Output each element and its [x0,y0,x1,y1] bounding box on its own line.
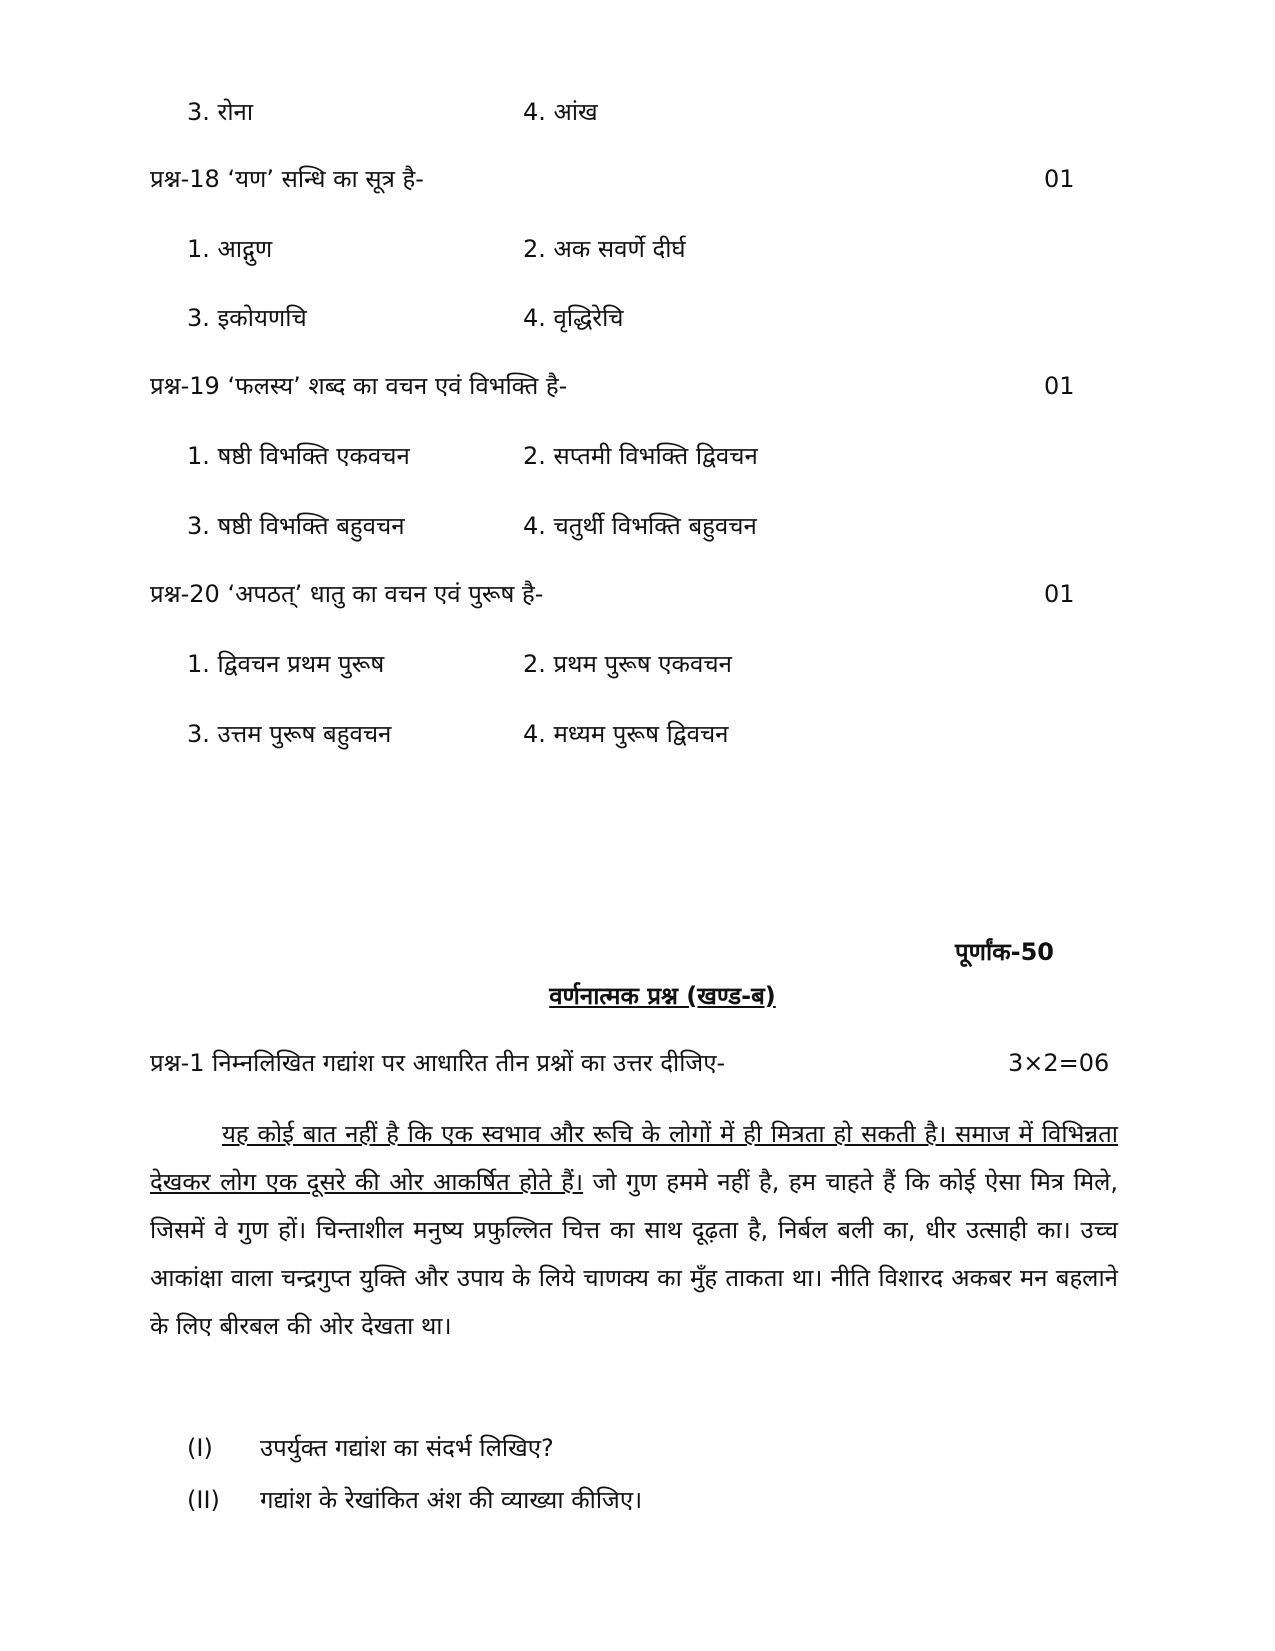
subquestion-2: गद्यांश के रेखांकित अंश की व्याख्या कीजिए। [260,1486,643,1514]
passage-rest: जो गुण हममे नहीं है, हम चाहते हैं कि कोई ऐसा मित्र मिले, जिसमें वे गुण हों। चिन्ताशील मनुष्य प्रफुल्लित चित्त का साथ दूढ़ता है, निर्बल बली का, धीर उत्साही का। उच्च आकांक्षा वाला चन्द्रगुप्त युक्ति और उपाय के लिये चाणक्य का मुँह ताकता था। नीति विशारद अकबर मन बहलाने के लिए बीरबल की ओर देखता था। [150,1168,1118,1340]
passage-underlined: यह कोई बात नहीं है कि एक स्वभाव और रूचि के लोगों में ही मित्रता हो सकती है। समाज में विभिन्नता देखकर लोग एक दूसरे की ओर आकर्षित होते हैं। [150,1120,1118,1196]
q19-option-1: 1. षष्ठी विभक्ति एकवचन [187,442,410,470]
q19-option-4: 4. चतुर्थी विभक्ति बहुवचन [523,512,757,540]
subquestion-1: उपर्युक्त गद्यांश का संदर्भ लिखिए? [260,1434,554,1462]
q20-option-2: 2. प्रथम पुरूष एकवचन [523,650,732,678]
q20-option-4: 4. मध्यम पुरूष द्विवचन [523,720,729,748]
q18-option-2: 2. अक सवर्णे दीर्घ [523,235,686,263]
q18-option-3: 3. इकोयणचि [187,304,307,332]
question-19-marks: 01 [1044,372,1075,400]
total-marks: पूर्णांक-50 [955,938,1054,966]
q19-option-3: 3. षष्ठी विभक्ति बहुवचन [187,512,405,540]
q17-option-3: 3. रोना [187,98,254,126]
q19-option-2: 2. सप्तमी विभक्ति द्विवचन [523,442,758,470]
question-1: प्रश्न-1 निम्नलिखित गद्यांश पर आधारित तीन प्रश्नों का उत्तर दीजिए- [150,1049,726,1077]
question-20: प्रश्न-20 ‘अपठत्’ धातु का वचन एवं पुरूष है- [150,580,544,608]
question-18: प्रश्न-18 ‘यण’ सन्धि का सूत्र है- [150,165,424,193]
section-title: वर्णनात्मक प्रश्न (खण्ड-ब) [549,982,776,1010]
q18-option-1: 1. आद्गुण [187,235,273,263]
q20-option-1: 1. द्विवचन प्रथम पुरूष [187,650,385,678]
q18-option-4: 4. वृद्धिरेचि [523,304,624,332]
question-18-marks: 01 [1044,165,1075,193]
passage [150,1110,1118,1350]
q17-option-4: 4. आंख [523,98,598,126]
question-19: प्रश्न-19 ‘फलस्य’ शब्द का वचन एवं विभक्ति है- [150,372,568,400]
question-20-marks: 01 [1044,580,1075,608]
subquestion-1-number: (I) [187,1434,213,1462]
subquestion-2-number: (II) [187,1486,220,1514]
q20-option-3: 3. उत्तम पुरूष बहुवचन [187,720,392,748]
question-1-marks: 3×2=06 [1008,1049,1110,1077]
